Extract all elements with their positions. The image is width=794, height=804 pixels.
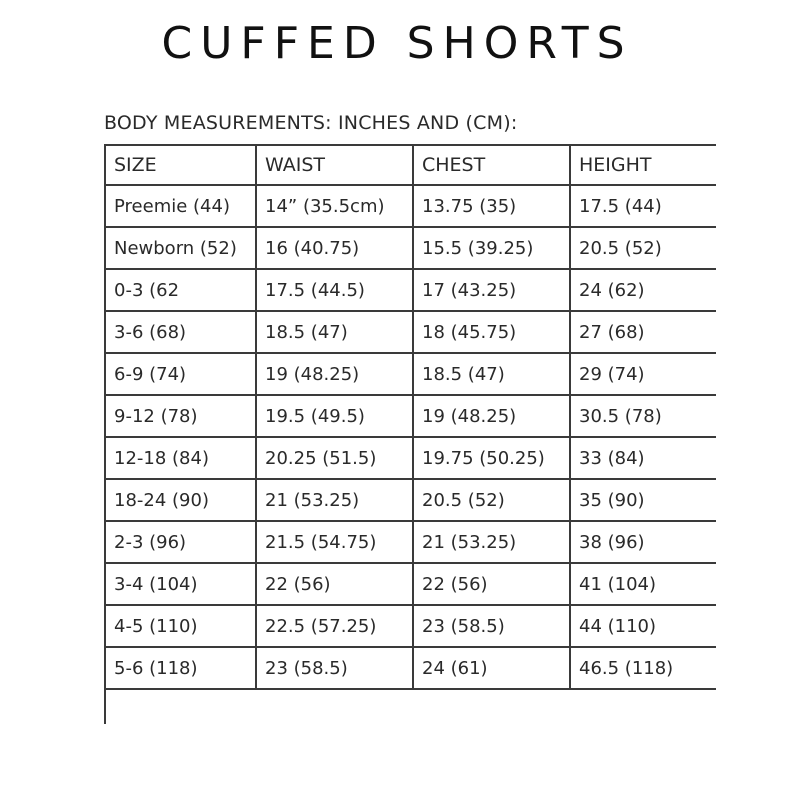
table-row bbox=[105, 311, 716, 353]
header-cell-chest: CHEST bbox=[413, 145, 570, 185]
cell-size: 3-4 (104) bbox=[105, 563, 256, 605]
cell-waist: 23 (58.5) bbox=[256, 647, 413, 689]
cell-height: 38 (96) bbox=[570, 521, 716, 563]
cell-size: 5-6 (118) bbox=[105, 647, 256, 689]
cell-size: Preemie (44) bbox=[105, 185, 256, 227]
cell-size: 0-3 (62 bbox=[105, 269, 256, 311]
cell-height: 17.5 (44) bbox=[570, 185, 716, 227]
table-row bbox=[105, 647, 716, 689]
table-header-row bbox=[105, 145, 716, 185]
cell-waist: 21.5 (54.75) bbox=[256, 521, 413, 563]
table-row bbox=[105, 605, 716, 647]
cell-chest: 19 (48.25) bbox=[413, 395, 570, 437]
cell-size: 4-5 (110) bbox=[105, 605, 256, 647]
cell-chest: 24 (61) bbox=[413, 647, 570, 689]
table-row bbox=[105, 185, 716, 227]
header-cell-height: HEIGHT bbox=[570, 145, 716, 185]
table-top-border bbox=[104, 144, 716, 146]
table-row bbox=[105, 227, 716, 269]
cell-chest: 23 (58.5) bbox=[413, 605, 570, 647]
cell-size: 6-9 (74) bbox=[105, 353, 256, 395]
cell-chest: 13.75 (35) bbox=[413, 185, 570, 227]
cell-height: 27 (68) bbox=[570, 311, 716, 353]
cell-size: 3-6 (68) bbox=[105, 311, 256, 353]
cell-size: 2-3 (96) bbox=[105, 521, 256, 563]
cell-chest: 18 (45.75) bbox=[413, 311, 570, 353]
page-title: CUFFED SHORTS bbox=[161, 18, 633, 69]
cell-size: 9-12 (78) bbox=[105, 395, 256, 437]
cell-chest: 20.5 (52) bbox=[413, 479, 570, 521]
table-caption: BODY MEASUREMENTS: INCHES AND (CM): bbox=[104, 112, 518, 134]
table-row bbox=[105, 479, 716, 521]
table-row bbox=[105, 521, 716, 563]
cell-size: 12-18 (84) bbox=[105, 437, 256, 479]
measurements-table bbox=[104, 144, 716, 690]
cell-height: 41 (104) bbox=[570, 563, 716, 605]
cell-height: 30.5 (78) bbox=[570, 395, 716, 437]
cell-waist: 16 (40.75) bbox=[256, 227, 413, 269]
cell-height: 35 (90) bbox=[570, 479, 716, 521]
table-left-border bbox=[104, 144, 106, 724]
cell-height: 29 (74) bbox=[570, 353, 716, 395]
cell-waist: 17.5 (44.5) bbox=[256, 269, 413, 311]
cell-waist: 19 (48.25) bbox=[256, 353, 413, 395]
table-row bbox=[105, 563, 716, 605]
cell-waist: 18.5 (47) bbox=[256, 311, 413, 353]
cell-chest: 19.75 (50.25) bbox=[413, 437, 570, 479]
cell-chest: 18.5 (47) bbox=[413, 353, 570, 395]
cell-height: 44 (110) bbox=[570, 605, 716, 647]
cell-height: 20.5 (52) bbox=[570, 227, 716, 269]
cell-height: 46.5 (118) bbox=[570, 647, 716, 689]
cell-waist: 20.25 (51.5) bbox=[256, 437, 413, 479]
table-row bbox=[105, 437, 716, 479]
cell-waist: 21 (53.25) bbox=[256, 479, 413, 521]
table-row bbox=[105, 395, 716, 437]
header-cell-size: SIZE bbox=[105, 145, 256, 185]
cell-waist: 14” (35.5cm) bbox=[256, 185, 413, 227]
cell-size: 18-24 (90) bbox=[105, 479, 256, 521]
header-cell-waist: WAIST bbox=[256, 145, 413, 185]
measurements-table-container bbox=[104, 144, 716, 724]
cell-size: Newborn (52) bbox=[105, 227, 256, 269]
cell-height: 24 (62) bbox=[570, 269, 716, 311]
cell-waist: 22.5 (57.25) bbox=[256, 605, 413, 647]
cell-chest: 22 (56) bbox=[413, 563, 570, 605]
cell-waist: 22 (56) bbox=[256, 563, 413, 605]
cell-waist: 19.5 (49.5) bbox=[256, 395, 413, 437]
cell-chest: 21 (53.25) bbox=[413, 521, 570, 563]
cell-chest: 17 (43.25) bbox=[413, 269, 570, 311]
cell-chest: 15.5 (39.25) bbox=[413, 227, 570, 269]
cell-height: 33 (84) bbox=[570, 437, 716, 479]
table-row bbox=[105, 353, 716, 395]
table-row bbox=[105, 269, 716, 311]
